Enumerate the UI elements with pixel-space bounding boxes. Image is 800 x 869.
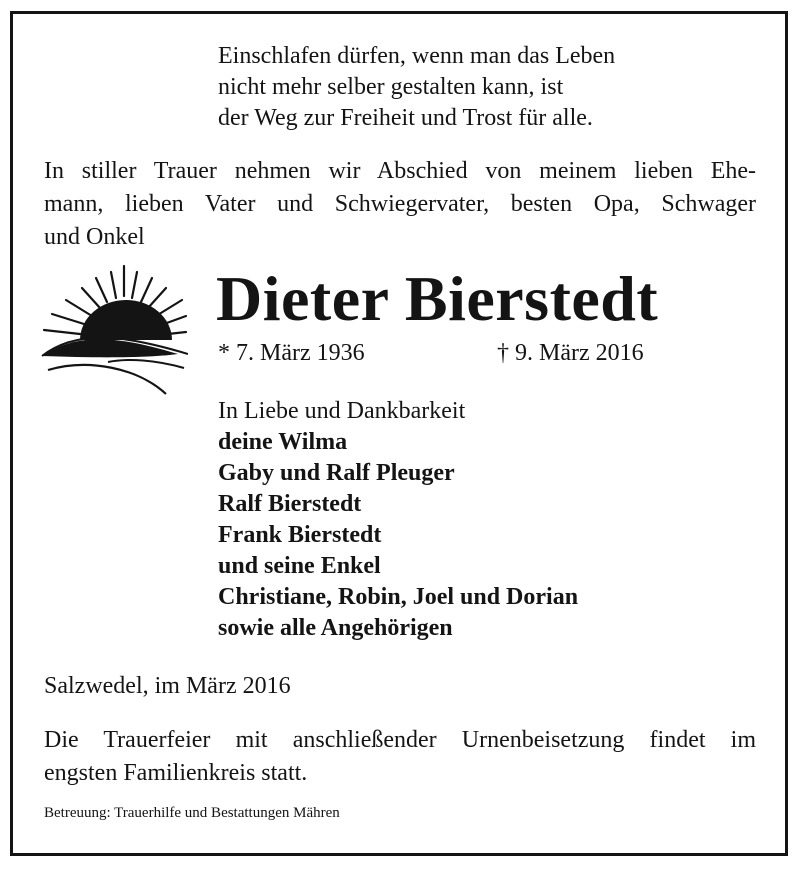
place-date: Salzwedel, im März 2016 [44,673,291,699]
sunset-icon [38,258,188,398]
mourner-name: und seine Enkel [218,553,381,579]
intro-line: mann, lieben Vater und Schwiegervater, besten Opa, Schwager [44,191,756,217]
mourner-name: Frank Bierstedt [218,522,382,548]
funeral-home-credit: Betreuung: Trauerhilfe und Bestattungen Mähren [44,805,340,821]
intro-line: und Onkel [44,224,145,250]
service-notice [44,724,756,790]
mourner-name: Gaby und Ralf Pleuger [218,460,455,486]
mourner-name: Ralf Bierstedt [218,491,362,517]
deceased-name: Dieter Bierstedt [216,263,659,334]
poem [218,40,615,133]
poem-line: der Weg zur Freiheit und Trost für alle. [218,105,593,131]
poem-line: nicht mehr selber gestalten kann, ist [218,74,564,100]
birth-date: * 7. März 1936 [218,340,365,366]
service-line: engsten Familienkreis statt. [44,760,308,786]
mourner-name: deine Wilma [218,429,348,455]
service-line: Die Trauerfeier mit anschließender Urnenbeisetzung findet im [44,727,756,753]
intro-text [44,155,756,254]
poem-line: Einschlafen dürfen, wenn man das Leben [218,43,616,69]
intro-line: In stiller Trauer nehmen wir Abschied von meinem lieben Ehe- [44,158,756,184]
mourner-name: Christiane, Robin, Joel und Dorian [218,584,579,610]
death-date: † 9. März 2016 [497,340,644,366]
mourner-name: sowie alle Angehörigen [218,615,453,641]
mourners-block [218,395,578,643]
mourners-intro: In Liebe und Dankbarkeit [218,398,466,424]
